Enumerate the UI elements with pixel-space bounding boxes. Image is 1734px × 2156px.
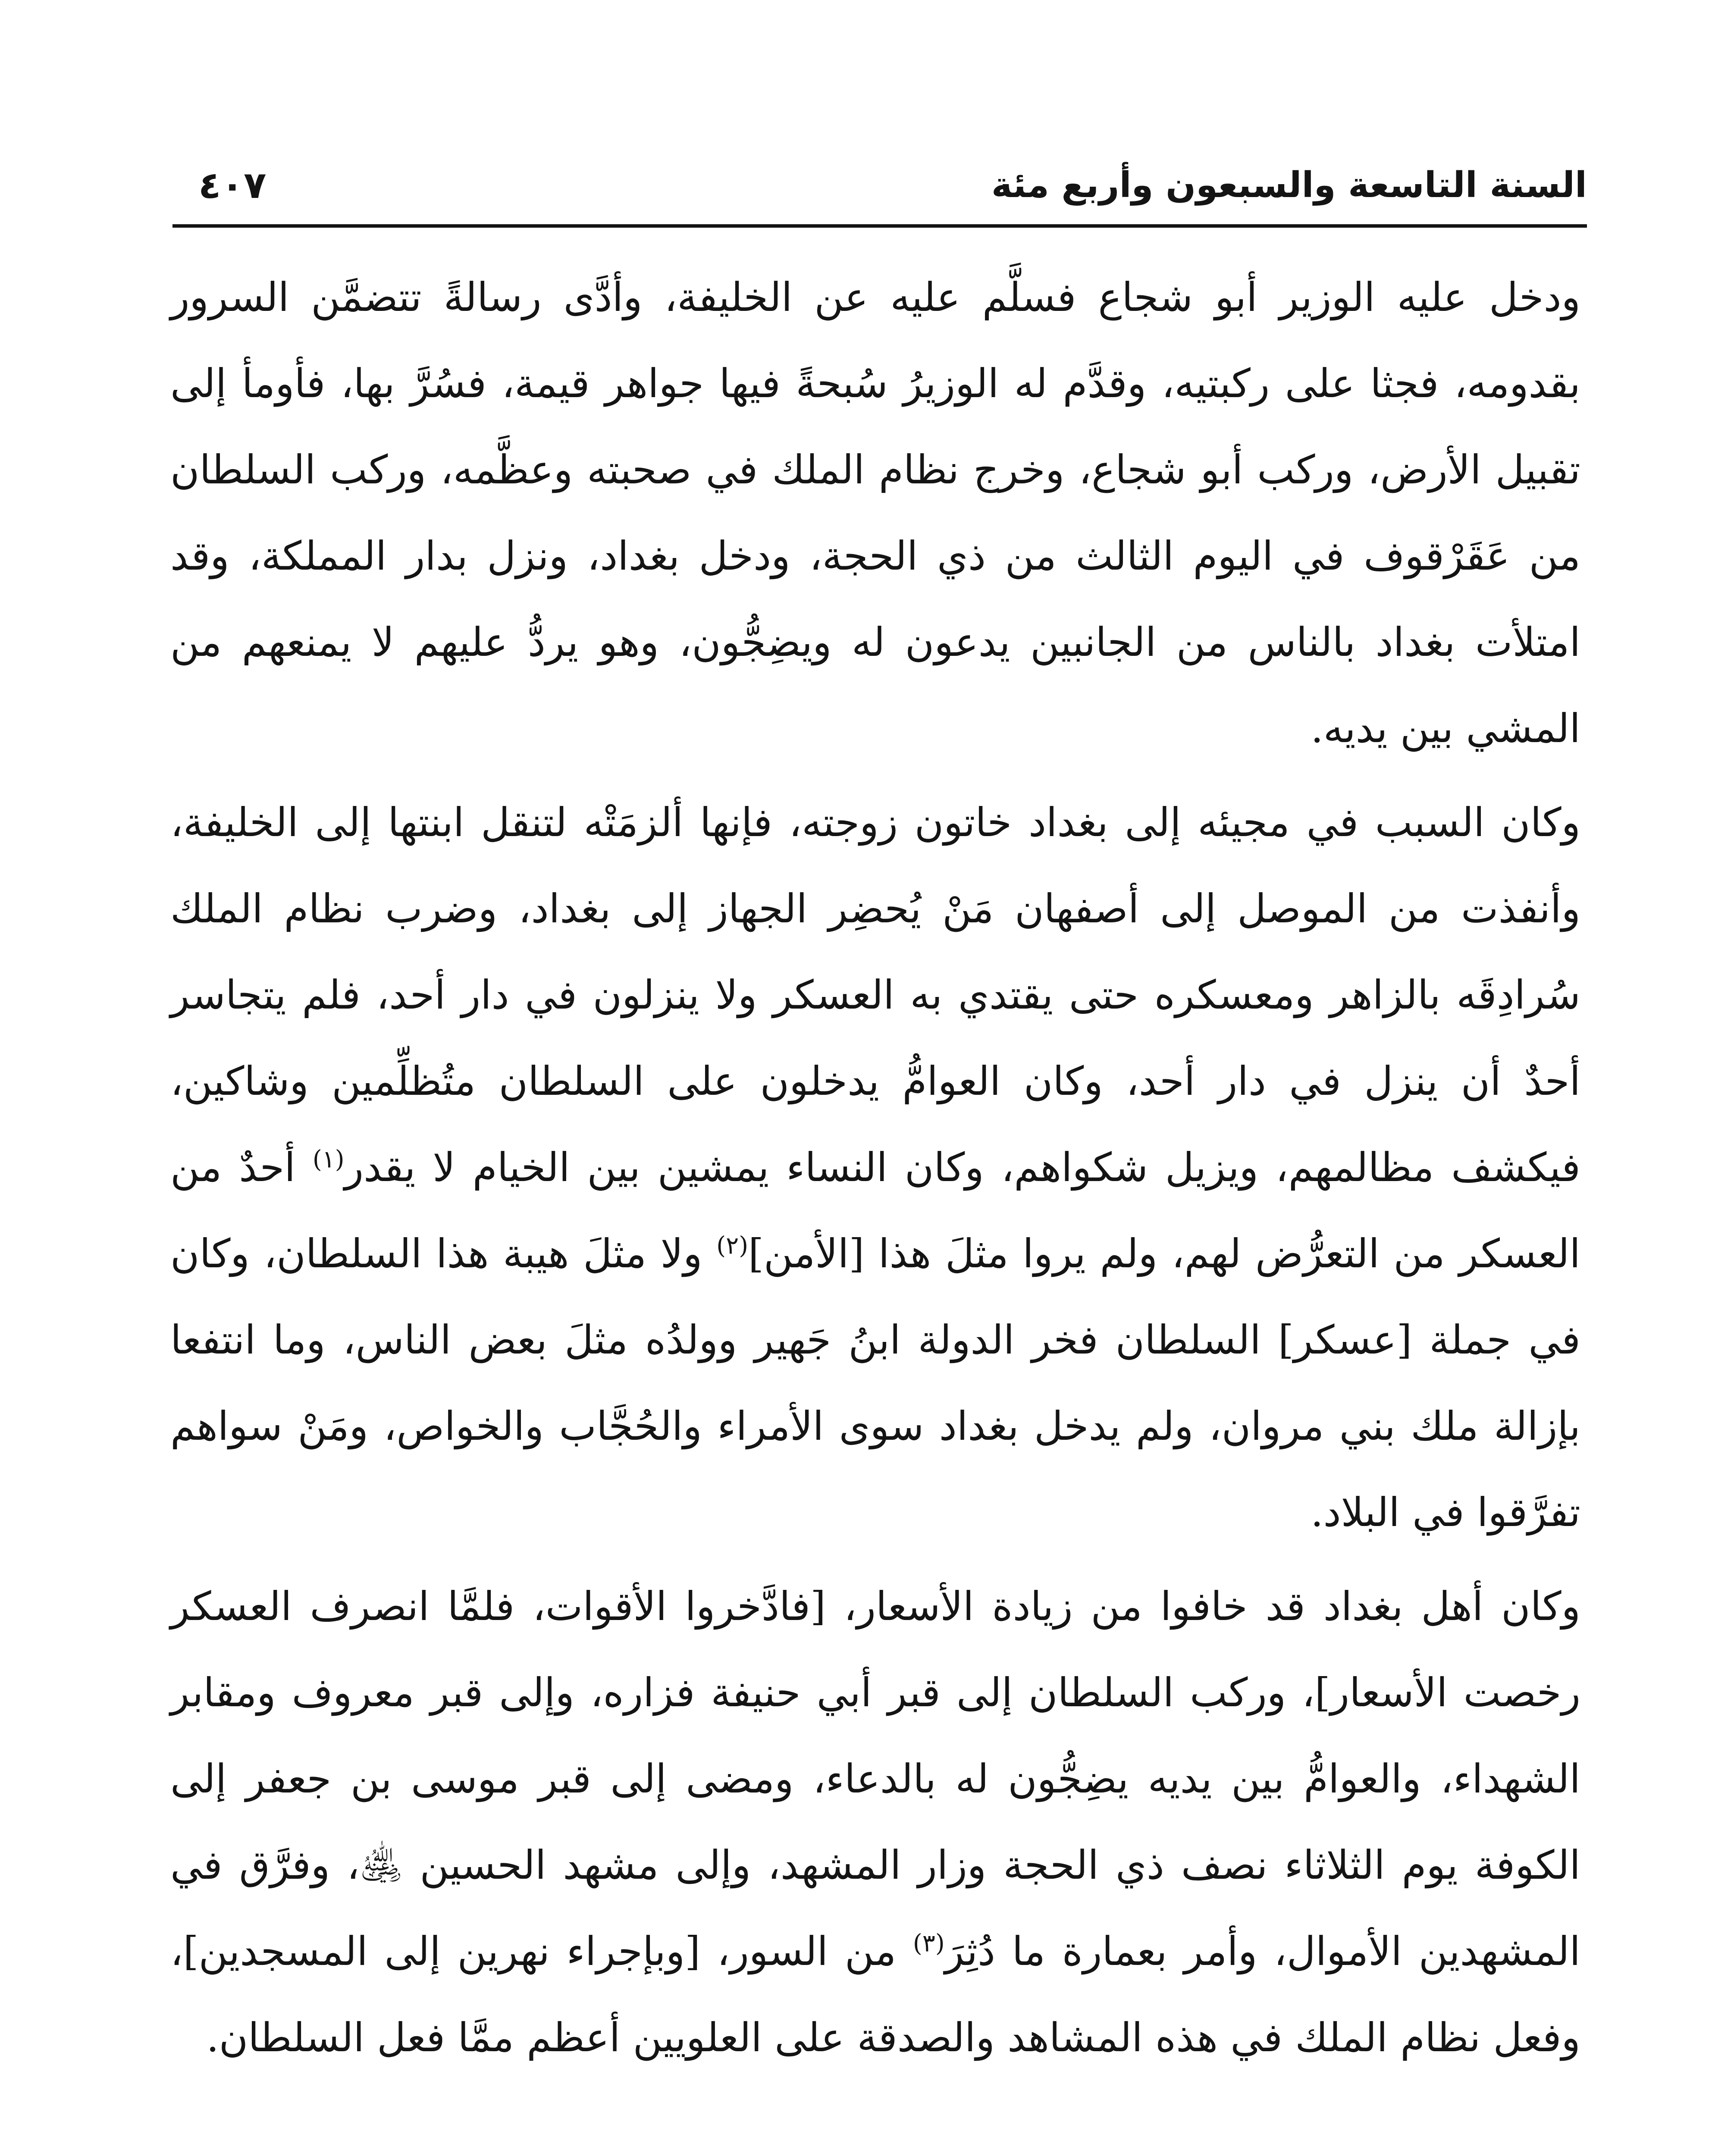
paragraph-1-text: ودخل عليه الوزير أبو شجاع فسلَّم عليه عن الخليفة، وأدَّى رسالةً تتضمَّن السرور بقدومه، فجثا على ركبتيه، وقدَّم له الوزيرُ سُبحةً فيها جواهر قيمة، فسُرَّ بها، فأومأ إلى تقبيل الأرض، وركب أبو شجاع، وخرج نظام الملك في صحبته وعظَّمه، وركب السلطان من عَقَرْقوف في اليوم الثالث من ذي الحجة، ودخل بغداد، ونزل بدار المملكة، وقد امتلأت بغداد بالناس من الجانبين يدعون له ويضِجُّون، وهو يردُّ عليهم لا يمنعهم من المشي بين يديه. [170,274,1581,752]
paragraph-2-part-2: أحدٌ من العسكر من التعرُّض لهم، ولم يروا مثلَ هذا [الأمن] [170,1144,1580,1277]
header-divider [172,224,1587,228]
running-header [172,160,1587,224]
footnote-ref-1: (١) [312,1145,345,1174]
paragraph-2 [170,780,1580,1556]
chapter-title: السنة التاسعة والسبعون وأربع مئة [991,165,1587,206]
paragraph-3-part-1: وكان أهل بغداد قد خافوا من زيادة الأسعار، [فادَّخروا الأقوات، فلمَّا انصرف العسكر رخصت الأسعار]، وركب السلطان إلى قبر أبي حنيفة فزاره، وإلى قبر معروف ومقابر الشهداء، والعوامُّ بين يديه يضِجُّون له بالدعاء، ومضى إلى قبر موسى بن جعفر إلى الكوفة يوم الثلاثاء نصف ذي الحجة وزار المشهد، وإلى مشهد الحسين ﵁، وفرَّق في المشهدين الأموال، وأمر بعمارة ما دُثِرَ [170,1583,1580,1974]
paragraph-3-part-2: من السور، [وبإجراء نهرين إلى المسجدين]، وفعل نظام الملك في هذه المشاهد والصدقة على العلويين أعظم ممَّا فعل السلطان. [170,1928,1580,2061]
page-number: ٤٠٧ [198,164,267,207]
paragraph-2-part-3: ولا مثلَ هيبة هذا السلطان، وكان في جملة [عسكر] السلطان فخر الدولة ابنُ جَهير وولدُه مثلَ بعض الناس، وما انتفعا بإزالة ملك بني مروان، ولم يدخل بغداد سوى الأمراء والحُجَّاب والخواص، ومَنْ سواهم تفرَّقوا في البلاد. [170,1231,1580,1536]
paragraph-3 [170,1564,1580,2081]
paragraph-gap [170,772,1580,780]
paragraph-1 [170,254,1580,772]
main-text [170,254,1580,2081]
paragraph-2-part-1: وكان السبب في مجيئه إلى بغداد خاتون زوجته، فإنها ألزمَتْه لتنقل ابنتها إلى الخليفة، وأنفذت من الموصل إلى أصفهان مَنْ يُحضِر الجهاز إلى بغداد، وضرب نظام الملك سُرادِقَه بالزاهر ومعسكره حتى يقتدي به العسكر ولا ينزلون في دار أحد، فلم يتجاسر أحدٌ أن ينزل في دار أحد، وكان العوامُّ يدخلون على السلطان متُظلِّمين وشاكين، فيكشف مظالمهم، ويزيل شكواهم، وكان النساء يمشين بين الخيام لا يقدر [170,799,1580,1191]
footnote-ref-2: (٢) [716,1232,749,1260]
footnote-ref-3: (٣) [912,1929,945,1958]
paragraph-gap [170,1556,1580,1564]
